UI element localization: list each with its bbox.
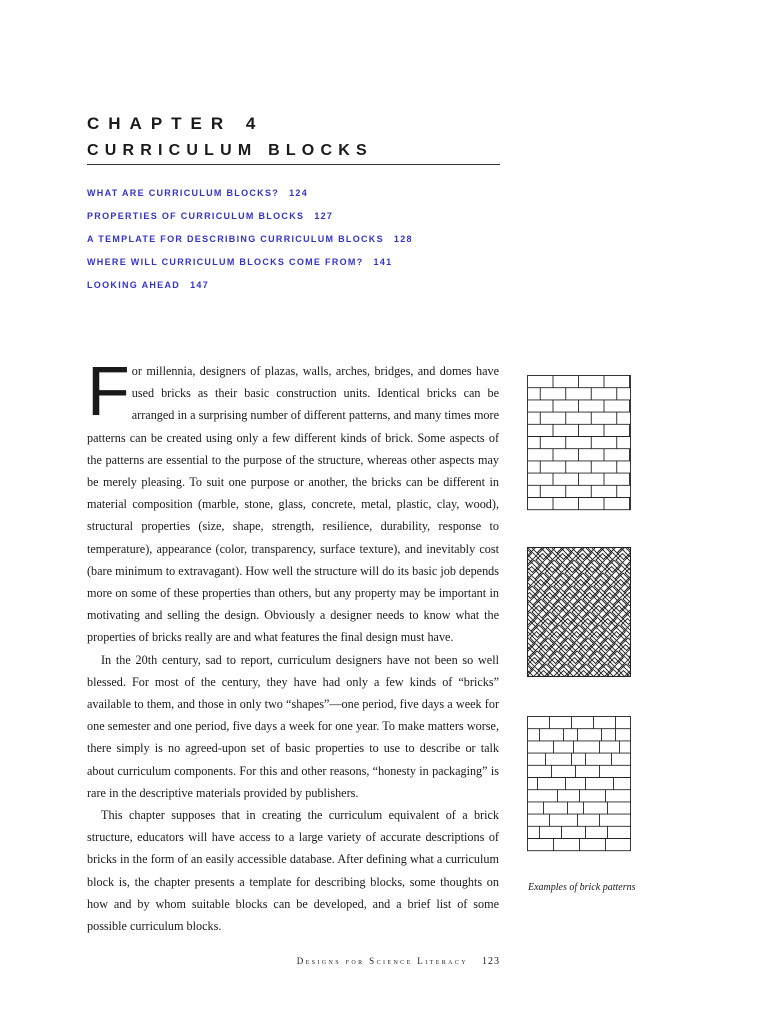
chapter-label: CHAPTER 4 (87, 114, 265, 133)
paragraph-text: or millennia, designers of plazas, walls, arches, bridges, and domes have used bricks as their basic construction units. Identical bricks can be arranged in a surprising number of different patterns, and many times more patterns can be created using only a few different kinds of brick. Some aspects of the patterns are essential to the purpose of the structure, whereas other aspects may be merely pleasing. To suit one purpose or another, the bricks can be different in material composition (marble, stone, glass, concrete, metal, plastic, clay, wood), structural properties (size, shape, strength, resilience, durability, response to temperature), appearance (color, transparency, surface texture), and inevitably cost (bare minimum to extravagant). How well the structure will do its basic job depends more on some of these properties than others, but any property may be important in motivating and selling the design. Obviously a designer needs to know what the properties of bricks really are and what features the final design must have. (87, 364, 499, 645)
page-footer (288, 956, 500, 967)
toc-item[interactable] (87, 279, 413, 302)
brick-pattern-herringbone (527, 547, 631, 677)
toc-item-page: 147 (190, 280, 209, 290)
drop-cap: F (87, 352, 130, 430)
toc-item-label: PROPERTIES OF CURRICULUM BLOCKS (87, 211, 305, 221)
brick-pattern-mixed-bond (527, 716, 631, 852)
figure-caption: Examples of brick patterns (528, 882, 636, 893)
toc-item-page: 124 (289, 188, 309, 198)
chapter-contents (87, 187, 413, 302)
toc-item[interactable] (87, 233, 413, 256)
toc-item-page: 141 (373, 257, 393, 267)
toc-item[interactable] (87, 256, 413, 279)
toc-item[interactable] (87, 187, 413, 210)
toc-item[interactable] (87, 210, 413, 233)
toc-item-label: A TEMPLATE FOR DESCRIBING CURRICULUM BLOCKS (87, 234, 384, 244)
brick-pattern-running-bond (527, 375, 631, 511)
body-paragraph (87, 320, 499, 649)
book-title: Designs for Science Literacy (296, 956, 468, 966)
toc-item-label: WHERE WILL CURRICULUM BLOCKS COME FROM? (87, 257, 364, 267)
body-text (87, 320, 499, 937)
title-divider (87, 164, 500, 165)
toc-item-page: 128 (393, 234, 413, 244)
toc-item-label: LOOKING AHEAD (87, 280, 181, 290)
chapter-title: CURRICULUM BLOCKS (87, 142, 373, 159)
toc-item-page: 127 (314, 211, 334, 221)
toc-item-label: WHAT ARE CURRICULUM BLOCKS? (87, 188, 280, 198)
body-paragraph: In the 20th century, sad to report, curriculum designers have not been so well blessed. For most of the century, they have had only a few kinds of “bricks” available to them, and those in only two “shapes”—one period, five days a week for one semester and one period, five days a week for one year. To make matters worse, there simply is no agreed-upon set of basic properties to use to describe or talk about curriculum components. For this and other reasons, “honesty in packaging” is rare in the descriptive materials provided by publishers. (87, 652, 499, 800)
page-number: 123 (482, 956, 500, 967)
body-paragraph: This chapter supposes that in creating the curriculum equivalent of a brick structure, educators will have access to a large variety of accurate descriptions of bricks in the form of an easily accessible database. After defining what a curriculum block is, the chapter presents a template for describing blocks, some thoughts on how and by whom suitable blocks can be developed, and a brief list of some possible curriculum blocks. (87, 808, 499, 934)
